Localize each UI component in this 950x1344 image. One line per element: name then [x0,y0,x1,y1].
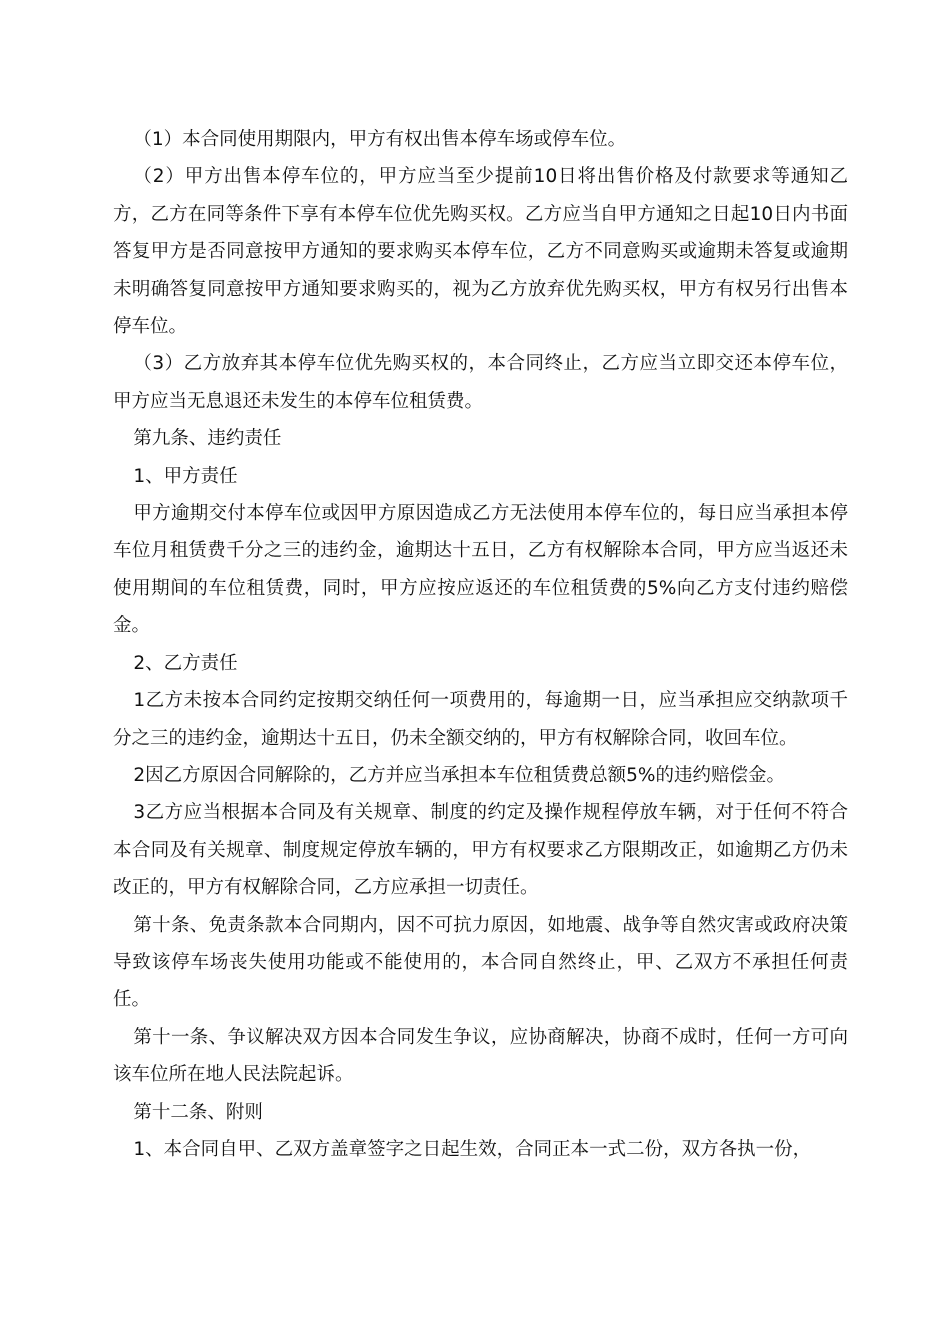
party-b-liability-item-3: 3乙方应当根据本合同及有关规章、制度的约定及操作规程停放车辆，对于任何不符合本合同及有关规章、制度规定停放车辆的，甲方有权要求乙方限期改正，如逾期乙方仍未改正的，甲方有权解除合同，乙方应承担一切责任。 [113,802,848,899]
party-b-liability-item-1: 1乙方未按本合同约定按期交纳任何一项费用的，每逾期一日，应当承担应交纳款项千分之三的违约金，逾期达十五日，仍未全额交纳的，甲方有权解除合同，收回车位。 [113,690,848,749]
contract-body [113,121,848,1168]
article-12-heading: 第十二条、附则 [133,1101,263,1123]
article-9-heading: 第九条、违约责任 [133,428,282,450]
article-10-force-majeure: 第十条、免责条款本合同期内，因不可抗力原因，如地震、战争等自然灾害或政府决策导致该停车场丧失使用功能或不能使用的，本合同自然终止，甲、乙双方不承担任何责任。 [113,914,848,1011]
clause-1-sale-right: （1）本合同使用期限内，甲方有权出售本停车场或停车位。 [133,129,627,150]
clause-3-waiver: （3）乙方放弃其本停车位优先购买权的，本合同终止，乙方应当立即交还本停车位，甲方应当无息退还未发生的本停车位租赁费。 [113,353,848,412]
party-b-liability-heading: 2、乙方责任 [133,652,238,674]
party-a-liability-heading: 1、甲方责任 [133,465,238,487]
article-11-dispute-resolution: 第十一条、争议解决双方因本合同发生争议，应协商解决，协商不成时，任何一方可向该车位所在地人民法院起诉。 [113,1026,848,1086]
party-a-liability-text: 甲方逾期交付本停车位或因甲方原因造成乙方无法使用本停车位的，每日应当承担本停车位月租赁费千分之三的违约金，逾期达十五日，乙方有权解除本合同，甲方应当返还未使用期间的车位租赁费，同时，甲方应按应返还的车位租赁费的5%向乙方支付违约赔偿金。 [113,503,848,637]
article-12-item-1: 1、本合同自甲、乙双方盖章签字之日起生效，合同正本一式二份，双方各执一份， [133,1138,812,1160]
clause-2-preemptive-right: （2）甲方出售本停车位的，甲方应当至少提前10日将出售价格及付款要求等通知乙方，乙方在同等条件下享有本停车位优先购买权。乙方应当自甲方通知之日起10日内书面答复甲方是否同意按甲方通知的要求购买本停车位，乙方不同意购买或逾期未答复或逾期未明确答复同意按甲方通知要求购买的，视为乙方放弃优先购买权，甲方有权另行出售本停车位。 [113,166,848,338]
party-b-liability-item-2: 2因乙方原因合同解除的，乙方并应当承担本车位租赁费总额5%的违约赔偿金。 [133,764,785,786]
